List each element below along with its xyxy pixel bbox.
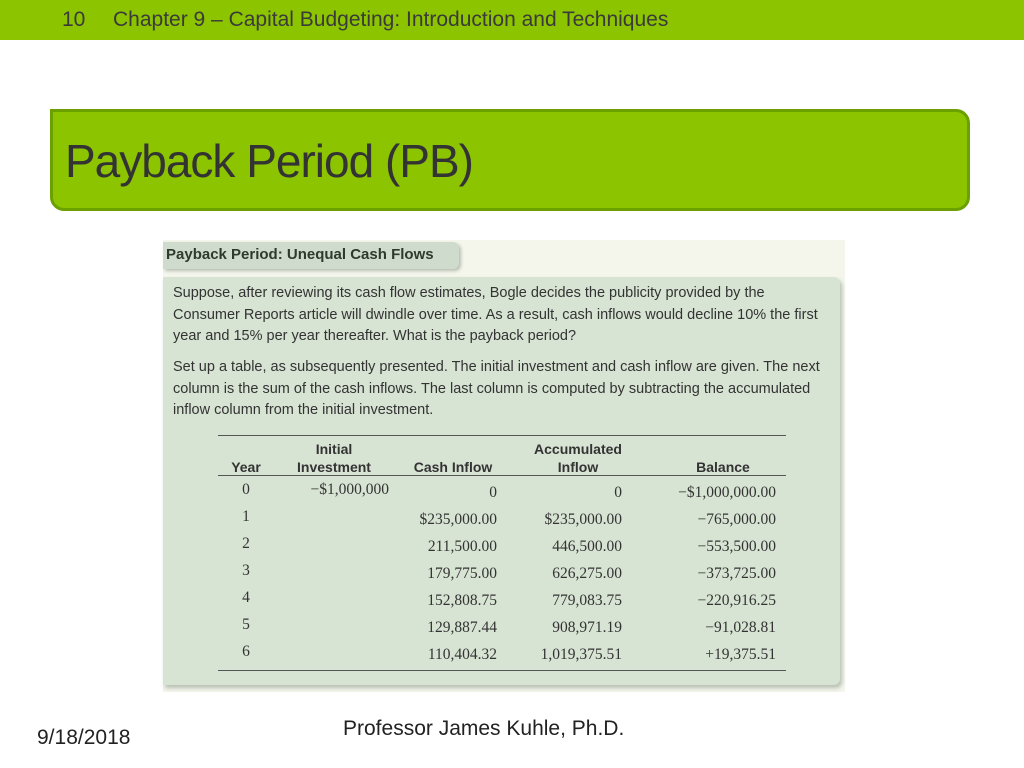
cell-year: 0 — [242, 481, 250, 498]
cell-cash-inflow: 179,775.00 — [427, 565, 497, 582]
cell-balance: −373,725.00 — [697, 565, 776, 582]
header-initial-line1: Initial — [315, 441, 353, 457]
example-panel-tab — [163, 242, 459, 269]
cell-balance: −91,028.81 — [705, 619, 776, 636]
cell-year: 5 — [242, 616, 250, 633]
cell-year: 3 — [242, 562, 250, 579]
title-box — [50, 109, 970, 211]
example-panel-title: Payback Period: Unequal Cash Flows — [166, 246, 434, 263]
cell-balance: −220,916.25 — [697, 592, 776, 609]
cell-accumulated-inflow: 1,019,375.51 — [540, 646, 622, 663]
cell-accumulated-inflow: 0 — [614, 484, 622, 501]
cell-accumulated-inflow: 446,500.00 — [552, 538, 622, 555]
table-header-rule — [218, 475, 786, 476]
example-panel — [163, 277, 840, 685]
cell-cash-inflow: $235,000.00 — [419, 511, 497, 528]
cell-accumulated-inflow: 626,275.00 — [552, 565, 622, 582]
table-bottom-rule — [218, 670, 786, 671]
cell-cash-inflow: 211,500.00 — [427, 538, 497, 555]
cell-balance: −$1,000,000.00 — [678, 484, 776, 501]
cell-balance: −553,500.00 — [697, 538, 776, 555]
slide-number: 10 — [62, 8, 86, 31]
method-paragraph: Set up a table, as subsequently presented. The initial investment and cash inflow are given. The next column is the sum of the cash inflows. The last column is computed by subtracting the accumulated inflow column from the initial investment. — [173, 359, 820, 418]
footer-presenter: Professor James Kuhle, Ph.D. — [343, 717, 625, 740]
cell-year: 4 — [242, 589, 250, 606]
cell-accumulated-inflow: 908,971.19 — [552, 619, 622, 636]
footer-date: 9/18/2018 — [37, 726, 131, 749]
header-initial-line2: Investment — [297, 459, 371, 475]
header-accumulated-line2: Inflow — [557, 459, 599, 475]
cell-accumulated-inflow: $235,000.00 — [544, 511, 622, 528]
cell-accumulated-inflow: 779,083.75 — [552, 592, 622, 609]
cell-balance: +19,375.51 — [705, 646, 776, 663]
slide-title: Payback Period (PB) — [65, 135, 473, 187]
cell-year: 1 — [242, 508, 250, 525]
header-bar — [0, 0, 1024, 40]
cell-year: 2 — [242, 535, 250, 552]
header-balance: Balance — [696, 459, 750, 475]
cell-cash-inflow: 0 — [489, 484, 497, 501]
cell-balance: −765,000.00 — [697, 511, 776, 528]
header-year: Year — [231, 459, 261, 475]
cell-cash-inflow: 152,808.75 — [427, 592, 497, 609]
cell-year: 6 — [242, 643, 250, 660]
cell-cash-inflow: 110,404.32 — [427, 646, 497, 663]
header-accumulated-line1: Accumulated — [534, 441, 622, 457]
table-top-rule — [218, 435, 786, 436]
chapter-title: Chapter 9 – Capital Budgeting: Introduction and Techniques — [113, 8, 669, 31]
cell-cash-inflow: 129,887.44 — [427, 619, 497, 636]
cell-initial-investment: −$1,000,000 — [310, 481, 389, 498]
problem-paragraph: Suppose, after reviewing its cash flow estimates, Bogle decides the publicity provided by the Consumer Reports article will dwindle over time. As a result, cash inflows would decline 10% the first year and 15% per year thereafter. What is the payback period? — [173, 285, 818, 344]
header-cash-inflow: Cash Inflow — [413, 459, 493, 475]
